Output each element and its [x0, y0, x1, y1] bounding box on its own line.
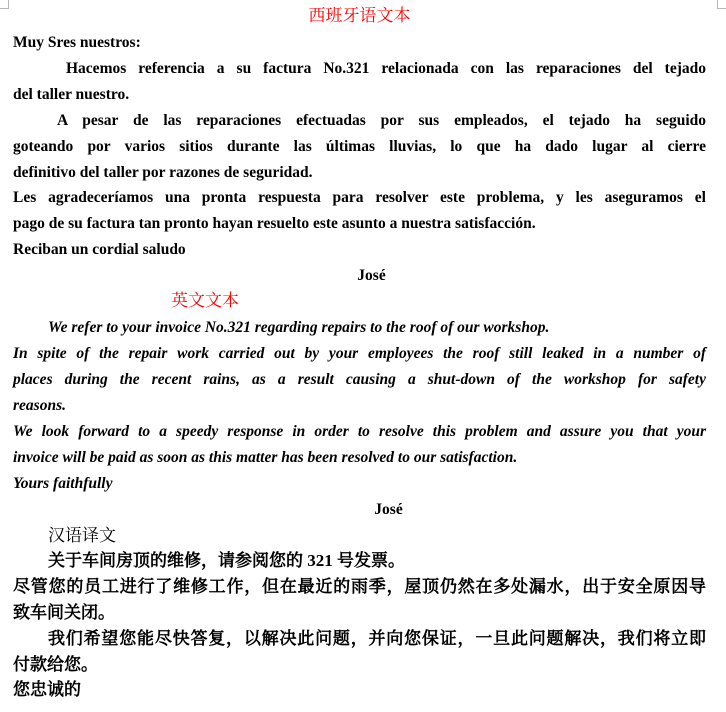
spanish-signature: José — [357, 267, 386, 284]
english-line: We refer to your invoice No.321 regarding repairs to the roof of our workshop. — [48, 319, 550, 336]
chinese-line: 付款给您。 — [13, 655, 98, 674]
page-corner-mark — [0, 0, 9, 9]
spanish-line: Reciban un cordial saludo — [13, 241, 186, 258]
spanish-line: pago de su factura tan pronto hayan resuelto este asunto a nuestra satisfacción. — [13, 215, 536, 232]
spanish-line: Hacemos referencia a su factura No.321 relacionada con las reparaciones del tejado — [66, 60, 706, 77]
spanish-line: A pesar de las reparaciones efectuadas por sus empleados, el tejado ha seguido — [57, 112, 706, 129]
chinese-line: 致车间关闭。 — [13, 603, 115, 622]
spanish-line: definitivo del taller por razones de seguridad. — [13, 164, 313, 181]
page-corner-mark — [717, 0, 726, 9]
english-line: Yours faithfully — [13, 475, 113, 492]
english-heading: 英文文本 — [171, 291, 239, 310]
chinese-line: 您忠诚的 — [13, 680, 81, 699]
chinese-line: 尽管您的员工进行了维修工作，但在最近的雨季，屋顶仍然在多处漏水，出于安全原因导 — [13, 577, 706, 596]
english-line: reasons. — [13, 397, 66, 414]
english-signature: José — [374, 501, 403, 518]
chinese-heading: 汉语译文 — [48, 526, 116, 545]
english-line: places during the recent rains, as a result causing a shut-down of the workshop for safety — [13, 371, 706, 388]
chinese-line: 关于车间房顶的维修，请参阅您的 321 号发票。 — [48, 551, 405, 570]
english-line: We look forward to a speedy response in order to resolve this problem and assure you that your — [13, 423, 706, 440]
spanish-line: goteando por varios sitios durante las últimas lluvias, lo que ha dado lugar al cierre — [13, 138, 706, 155]
spanish-line: del taller nuestro. — [13, 86, 130, 103]
spanish-heading: 西班牙语文本 — [308, 6, 411, 25]
english-line: In spite of the repair work carried out by your employees the roof still leaked in a number of — [13, 345, 706, 362]
chinese-line: 我们希望您能尽快答复，以解决此问题，并向您保证，一旦此问题解决，我们将立即 — [48, 629, 706, 648]
spanish-line: Les agradeceríamos una pronta respuesta para resolver este problema, y les aseguramos el — [13, 189, 706, 206]
spanish-line: Muy Sres nuestros: — [13, 34, 141, 51]
english-line: invoice will be paid as soon as this matter has been resolved to our satisfaction. — [13, 449, 518, 466]
